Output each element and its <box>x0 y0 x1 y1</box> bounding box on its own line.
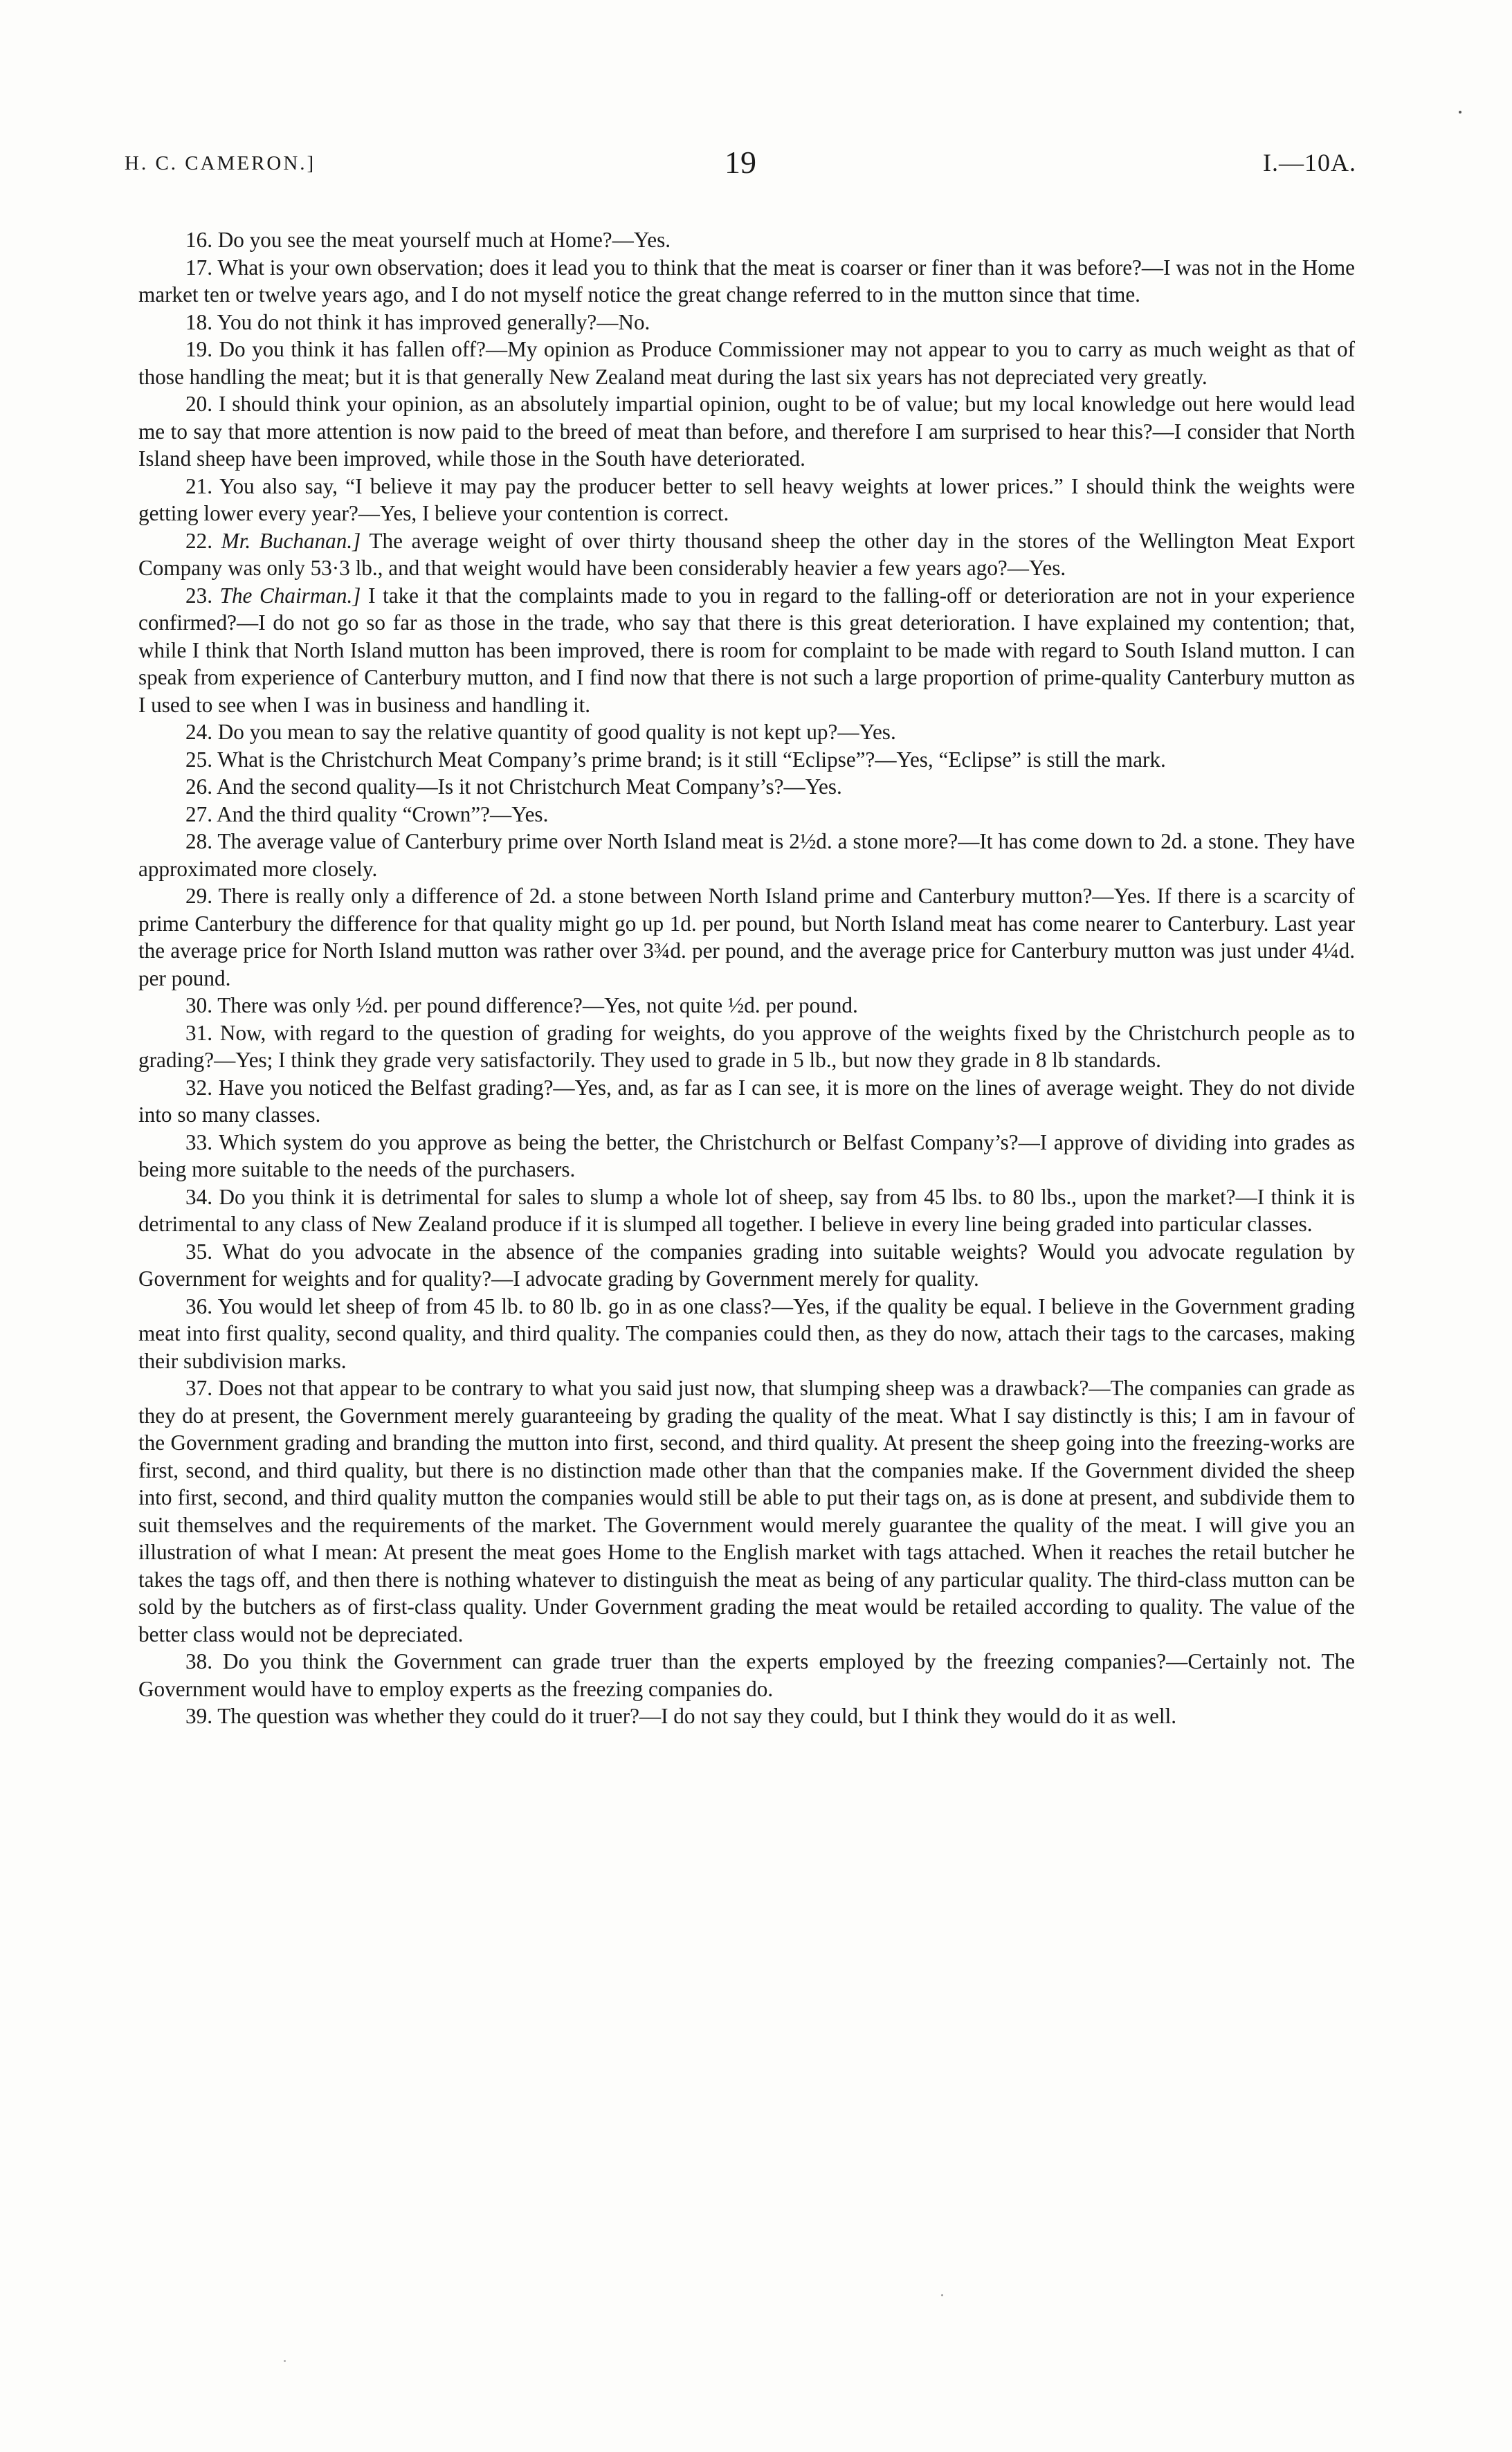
evidence-paragraph: 27. And the third quality “Crown”?—Yes. <box>185 801 549 826</box>
evidence-paragraph <box>138 582 1355 719</box>
evidence-paragraph: 29. There is really only a difference of 2d. a stone between North Island prime and Canterbury mutton?—Yes. If there is a scarcity of prime Canterbury the difference for that quality might go up 1d. per pound, but North Island meat has come nearer to Canterbury. Last year the average price for North Island mutton was rather over 3¾d. per pound, and the average price for Canterbury mutton was just under 4¼d. per pound. <box>138 884 1355 990</box>
evidence-paragraph: 16. Do you see the meat yourself much at Home?—Yes. <box>185 228 671 252</box>
paper-speck <box>941 2294 943 2296</box>
evidence-paragraph: 28. The average value of Canterbury prime over North Island meat is 2½d. a stone more?—It has come down to 2d. a stone. They have approximated more closely. <box>138 829 1355 881</box>
evidence-paragraph: 17. What is your own observation; does it lead you to think that the meat is coarser or finer than it was before?—I was not in the Home market ten or twelve years ago, and I do not myself notice the great change referred to in the mutton since that time. <box>138 255 1355 307</box>
evidence-paragraph: 32. Have you noticed the Belfast grading?—Yes, and, as far as I can see, it is more on the lines of average weight. They do not divide into so many classes. <box>138 1075 1355 1127</box>
evidence-paragraph <box>138 527 1355 582</box>
paper-speck <box>1459 111 1461 113</box>
paragraph-text: The average weight of over thirty thousand sheep the other day in the stores of the Wellington Meat Export Company was only 53·3 lb., and that weight would have been considerably heavier a few years ago?—Yes. <box>138 528 1355 580</box>
paragraph-text: I take it that the complaints made to you in regard to the falling-off or deterioration are not in your experience confirmed?—I do not go so far as those in the trade, who say that there is this great deterioration. I have explained my contention; that, while I think that North Island mutton has been improved, there is room for complaint to be made with regard to South Island mutton. I can speak from experience of Canterbury mutton, and I find now that there is not such a large proportion of prime-quality Canterbury mutton as I used to see when I was in business and handling it. <box>138 583 1356 717</box>
evidence-paragraph: 31. Now, with regard to the question of grading for weights, do you approve of the weights fixed by the Christchurch people as to grading?—Yes; I think they grade very satisfactorily. They used to grade in 5 lb., but now they grade in 8 lb standards. <box>138 1020 1355 1072</box>
evidence-paragraph: 24. Do you mean to say the relative quantity of good quality is not kept up?—Yes. <box>185 720 896 744</box>
evidence-paragraph: 39. The question was whether they could do it truer?—I do not say they could, but I think they would do it as well. <box>185 1704 1177 1728</box>
question-number: 23. <box>185 583 220 608</box>
header-witness-name: H. C. CAMERON.] <box>125 152 316 174</box>
evidence-paragraph: 18. You do not think it has improved generally?—No. <box>185 309 650 334</box>
speaker-name: The Chairman.] <box>219 583 361 608</box>
page-header <box>125 144 1356 185</box>
speaker-name: Mr. Buchanan.] <box>221 528 361 553</box>
evidence-paragraph: 38. Do you think the Government can grade truer than the experts employed by the freezing companies?—Certainly not. The Government would have to employ experts as the freezing companies do. <box>138 1649 1355 1701</box>
evidence-paragraph: 25. What is the Christchurch Meat Company’s prime brand; is it still “Eclipse”?—Yes, “Eclipse” is still the mark. <box>185 747 1166 772</box>
evidence-paragraph: 21. You also say, “I believe it may pay the producer better to sell heavy weights at lower prices.” I should think the weights were getting lower every year?—Yes, I believe your contention is correct. <box>138 473 1355 525</box>
document-reference: I.—10A. <box>1263 149 1356 176</box>
evidence-paragraph: 35. What do you advocate in the absence of the companies grading into suitable weights? Would you advocate regulation by Government for weights and for quality?—I advocate grading by Government merely for quality. <box>138 1239 1355 1291</box>
evidence-paragraph: 19. Do you think it has fallen off?—My opinion as Produce Commissioner may not appear to you to carry as much weight as that of those handling the meat; but it is that generally New Zealand meat during the last six years has not depreciated very greatly. <box>138 337 1355 389</box>
evidence-paragraph: 30. There was only ½d. per pound difference?—Yes, not quite ½d. per pound. <box>185 993 858 1017</box>
paper-speck <box>284 2360 286 2362</box>
evidence-paragraph: 37. Does not that appear to be contrary to what you said just now, that slumping sheep was a drawback?—The companies can grade as they do at present, the Government merely guaranteeing by grading the quality of the meat. What I say distinctly is this; I am in favour of the Government grading and branding the mutton into first, second, and third quality. At present the sheep going into the freezing-works are first, second, and third quality, but there is no distinction made other than that the companies make. If the Government divided the sheep into first, second, and third quality mutton the companies would still be able to put their tags on, as is done at present, and subdivide them to suit themselves and the requirements of the market. The Government would merely guarantee the quality of the meat. I will give you an illustration of what I mean: At present the meat goes Home to the English market with tags attached. When it reaches the retail butcher he takes the tags off, and then there is nothing whatever to distinguish the meat as being of any particular quality. The third-class mutton can be sold by the butchers as of first-class quality. Under Government grading the meat would be retailed according to quality. The value of the better class would not be depreciated. <box>138 1376 1355 1646</box>
evidence-paragraph: 33. Which system do you approve as being the better, the Christchurch or Belfast Company’s?—I approve of dividing into grades as being more suitable to the needs of the purchasers. <box>138 1129 1355 1181</box>
evidence-paragraph: 34. Do you think it is detrimental for sales to slump a whole lot of sheep, say from 45 lbs. to 80 lbs., upon the market?—I think it is detrimental to any class of New Zealand produce if it is slumped all together. I believe in every line being graded into particular classes. <box>138 1184 1355 1236</box>
question-number: 22. <box>185 528 221 553</box>
evidence-body <box>138 226 1355 1730</box>
evidence-paragraph: 36. You would let sheep of from 45 lb. to 80 lb. go in as one class?—Yes, if the quality be equal. I believe in the Government grading meat into first quality, second quality, and third quality. The companies could then, as they do now, attach their tags to the carcases, making their subdivision marks. <box>138 1293 1355 1373</box>
page-number: 19 <box>725 145 756 180</box>
evidence-paragraph: 20. I should think your opinion, as an absolutely impartial opinion, ought to be of value; but my local knowledge out here would lead me to say that more attention is now paid to the breed of meat than before, and therefore I am surprised to hear this?—I consider that North Island sheep have been improved, while those in the South have deteriorated. <box>138 392 1355 471</box>
evidence-paragraph: 26. And the second quality—Is it not Christchurch Meat Company’s?—Yes. <box>185 774 842 799</box>
